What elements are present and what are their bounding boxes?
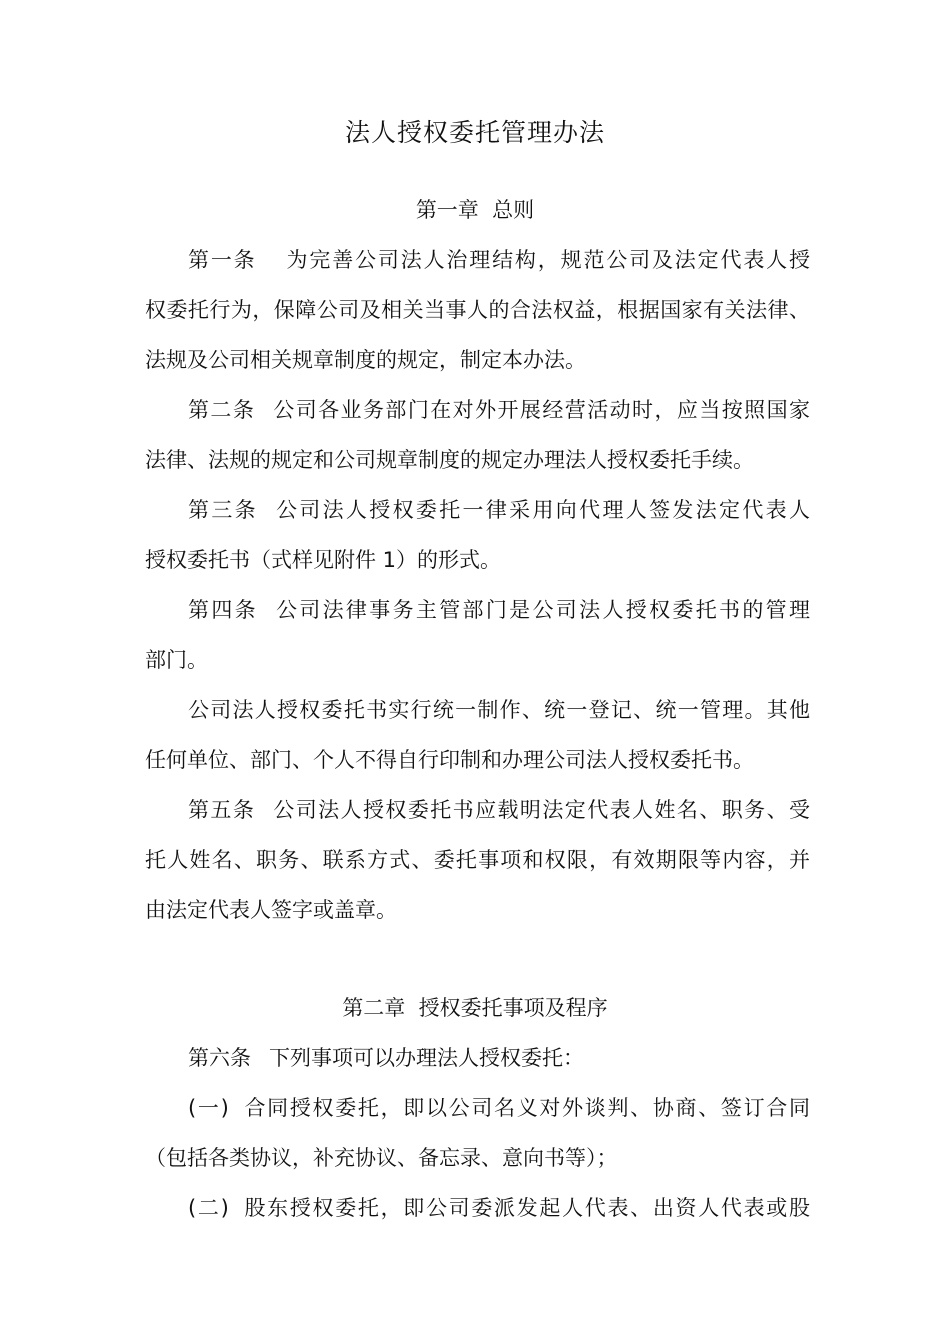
item-1-text: 合同授权委托，即以公司名义对外谈判、协商、签订合同 (242, 1096, 810, 1120)
article-1-line-3: 法规及公司相关规章制度的规定，制定本办法。 (145, 348, 586, 372)
item-2-label: (二) (188, 1196, 229, 1220)
article-6-item-2-line-1 (188, 1188, 810, 1228)
article-3-line-1 (188, 490, 810, 530)
article-4-line-1 (188, 590, 810, 630)
chapter-1-heading: 第一章 总则 (415, 198, 535, 222)
article-5-line-2: 托人姓名、职务、联系方式、委托事项和权限，有效期限等内容，并 (145, 848, 810, 872)
article-4-para-2-line-2: 任何单位、部门、个人不得自行印制和办理公司法人授权委托书。 (145, 748, 754, 772)
article-5-text: 公司法人授权委托书应载明法定代表人姓名、职务、受 (273, 798, 811, 822)
article-6-item-1-line-1 (188, 1088, 810, 1128)
article-4-line-2: 部门。 (145, 648, 208, 672)
article-2-text: 公司各业务部门在对外开展经营活动时，应当按照国家 (273, 398, 811, 422)
article-1-line-2: 权委托行为，保障公司及相关当事人的合法权益，根据国家有关法律、 (145, 298, 810, 322)
article-5-line-1 (188, 790, 810, 830)
article-3-line-2: 授权委托书（式样见附件 1）的形式。 (145, 548, 502, 572)
article-6-item-1-line-2: （包括各类协议，补充协议、备忘录、意向书等）； (145, 1146, 618, 1170)
article-1-label: 第一条 (188, 248, 257, 272)
article-1-line-1 (188, 240, 810, 280)
article-2-line-1 (188, 390, 810, 430)
article-3-text: 公司法人授权委托一律采用向代理人签发法定代表人 (275, 498, 811, 522)
article-4-label: 第四条 (188, 598, 258, 622)
article-6-text: 下列事项可以办理法人授权委托： (269, 1046, 584, 1070)
article-5-label: 第五条 (188, 798, 256, 822)
article-4-text: 公司法律事务主管部门是公司法人授权委托书的管理 (275, 598, 811, 622)
chapter-2-heading: 第二章 授权委托事项及程序 (342, 996, 608, 1020)
document-title: 法人授权委托管理办法 (344, 118, 605, 147)
article-2-label: 第二条 (188, 398, 256, 422)
article-1-text: 为完善公司法人治理结构，规范公司及法定代表人授 (286, 248, 811, 272)
article-6-line-1 (188, 1038, 810, 1078)
article-6-label: 第六条 (188, 1046, 251, 1070)
article-2-line-2: 法律、法规的规定和公司规章制度的规定办理法人授权委托手续。 (145, 448, 754, 472)
article-4-para-2-line-1: 公司法人授权委托书实行统一制作、统一登记、统一管理。其他 (188, 698, 810, 722)
article-5-line-3: 由法定代表人签字或盖章。 (145, 898, 397, 922)
article-3-label: 第三条 (188, 498, 258, 522)
item-2-text: 股东授权委托，即公司委派发起人代表、出资人代表或股 (242, 1196, 810, 1220)
item-1-label: (一) (188, 1096, 229, 1120)
